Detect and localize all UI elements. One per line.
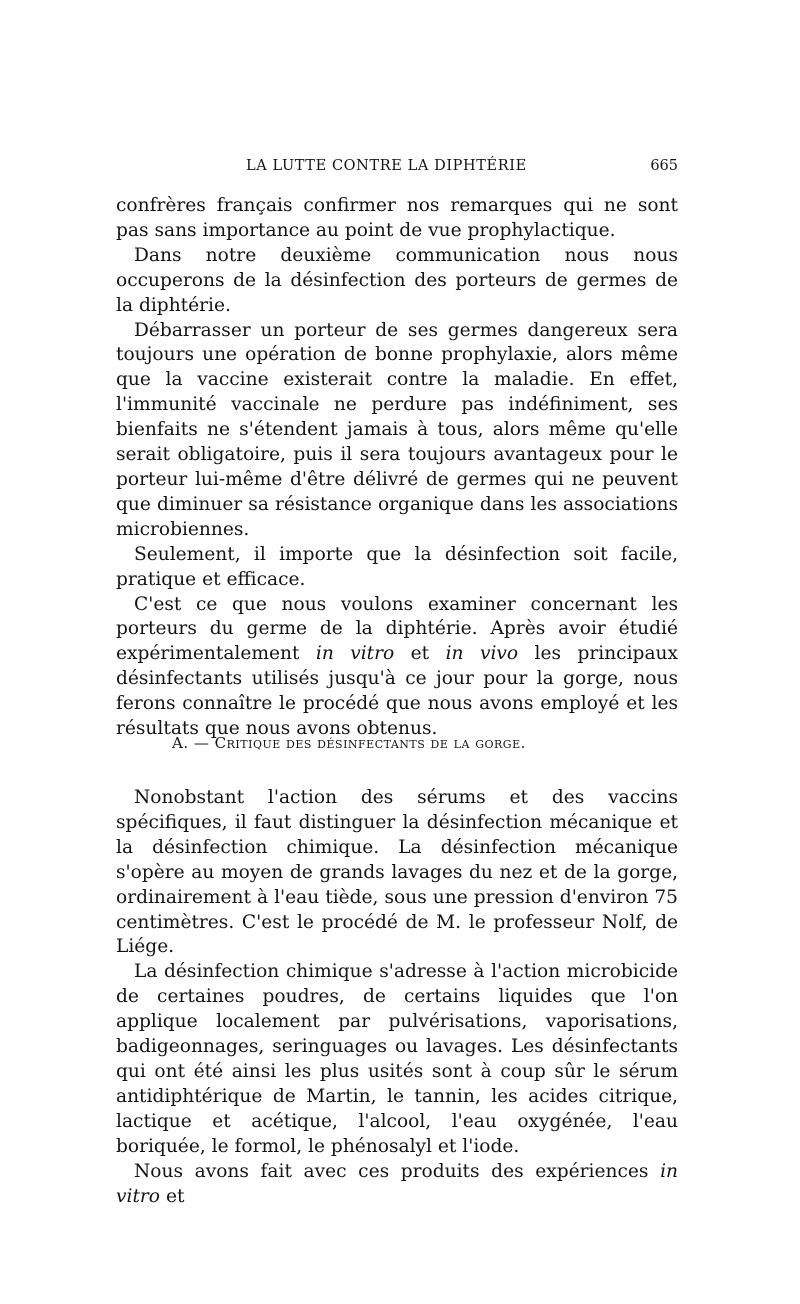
section-letter: A. — xyxy=(172,734,210,752)
body-text-upper xyxy=(116,194,678,742)
page-number: 665 xyxy=(650,158,678,174)
text-run: C'est ce que nous voulons examiner concernant les porteurs du germe de la diphtérie. Après avoir étudié expérimentalement xyxy=(116,593,678,665)
paragraph: Dans notre deuxième communication nous nous occuperons de la désinfection des porteurs de germes de la diphtérie. xyxy=(116,244,678,316)
section-title: Critique des désinfectants de la gorge. xyxy=(214,734,526,752)
text-run: et xyxy=(410,643,430,665)
body-text-lower xyxy=(116,786,678,1209)
running-title: LA LUTTE CONTRE LA DIPHTÉRIE xyxy=(246,158,527,174)
paragraph xyxy=(116,593,678,742)
italic-term: in vitro xyxy=(315,643,395,665)
paragraph: Débarrasser un porteur de ses germes dangereux sera toujours une opération de bonne prophylaxie, alors même que la vaccine existerait contre la maladie. En effet, l'immunité vaccinale ne perdure pas indéfiniment, ses bienfaits ne s'étendent jamais à tous, alors même qu'elle serait obligatoire, puis il sera toujours avantageux pour le porteur lui-même d'être délivré de germes qui ne peuvent que diminuer sa résistance organique dans les associations microbiennes. xyxy=(116,319,678,540)
paragraph: Seulement, il importe que la désinfection soit facile, pratique et efficace. xyxy=(116,543,678,590)
text-run: Nous avons fait avec ces produits des expériences xyxy=(134,1160,649,1182)
italic-term: in vitro xyxy=(116,1160,678,1207)
running-head xyxy=(118,158,678,182)
paragraph xyxy=(116,1160,678,1210)
paragraph: Nonobstant l'action des sérums et des vaccins spécifiques, il faut distinguer la désinfection mécanique et la désinfection chimique. La désinfection mécanique s'opère au moyen de grands lavages du nez et de la gorge, ordinairement à l'eau tiède, sous une pression d'environ 75 centimètres. C'est le procédé de M. le professeur Nolf, de Liége. xyxy=(116,787,678,958)
paragraph: La désinfection chimique s'adresse à l'action microbicide de certaines poudres, de certains liquides que l'on applique localement par pulvérisations, vaporisations, badigeonnages, seringuages ou lavages. Les désinfectants qui ont été ainsi les plus usités sont à coup sûr le sérum antidiphtérique de Martin, le tannin, les acides citrique, lactique et acétique, l'alcool, l'eau oxygénée, l'eau boriquée, le formol, le phénosalyl et l'iode. xyxy=(116,961,678,1157)
text-run: et xyxy=(165,1185,185,1207)
text-run: les principaux désinfectants utilisés jusqu'à ce jour pour la gorge, nous ferons connaître le procédé que nous avons employé et les résultats que nous avons obtenus. xyxy=(116,643,678,740)
italic-term: in vivo xyxy=(445,643,519,665)
section-heading xyxy=(172,734,526,752)
paragraph-continuation: confrères français confirmer nos remarques qui ne sont pas sans importance au point de vue prophylactique. xyxy=(116,195,678,241)
